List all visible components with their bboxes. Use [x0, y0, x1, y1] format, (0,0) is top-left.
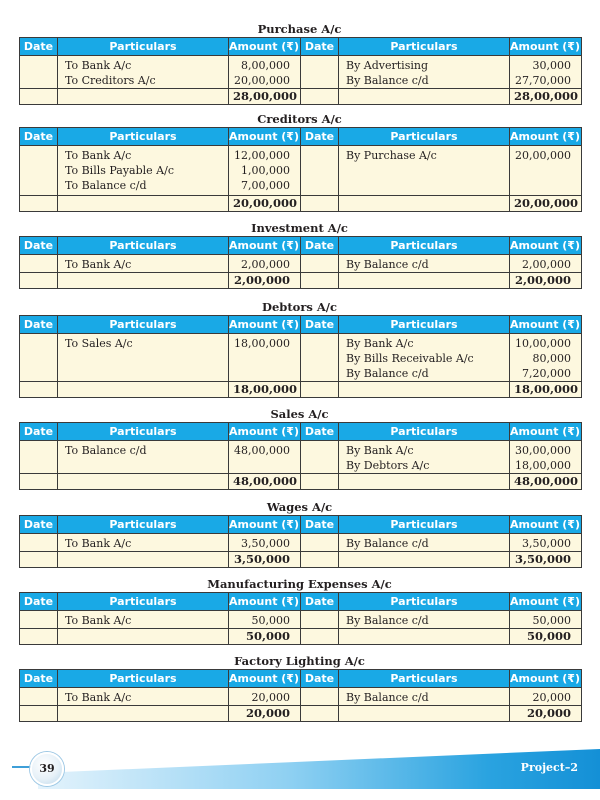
footer-band	[38, 749, 600, 789]
credit-entry: By Balance c/d	[346, 537, 429, 550]
account-title: Purchase A/c	[257, 22, 342, 36]
debit-date-cell	[20, 146, 58, 196]
entries-row	[20, 441, 582, 474]
page-footer	[0, 744, 600, 794]
empty-cell	[301, 474, 339, 490]
empty-cell	[58, 474, 229, 490]
credit-particulars-cell	[339, 688, 510, 706]
empty-cell	[58, 273, 229, 289]
debit-particulars-cell	[58, 611, 229, 629]
empty-cell	[58, 706, 229, 722]
empty-cell	[339, 196, 510, 212]
credit-entry: By Bank A/c	[346, 337, 414, 350]
credit-date-cell	[301, 441, 339, 474]
debit-entry: To Bank A/c	[65, 149, 132, 162]
account-title: Manufacturing Expenses A/c	[207, 577, 392, 591]
empty-cell	[58, 629, 229, 645]
credit-total: 48,00,000	[510, 474, 582, 490]
credit-entry: By Balance c/d	[346, 691, 429, 704]
account-title: Creditors A/c	[257, 112, 342, 126]
debit-amount: 3,50,000	[241, 537, 290, 550]
credit-total: 28,00,000	[510, 89, 582, 105]
ledger-account	[19, 221, 580, 289]
debit-particulars-cell	[58, 255, 229, 273]
account-title: Debtors A/c	[262, 300, 337, 314]
column-header: Particulars	[339, 237, 510, 255]
header-row	[20, 316, 582, 334]
empty-cell	[20, 89, 58, 105]
header-row	[20, 516, 582, 534]
column-header: Amount (₹)	[229, 593, 301, 611]
column-header: Amount (₹)	[229, 516, 301, 534]
debit-amount-cell	[229, 534, 301, 552]
ledger-account	[19, 407, 580, 490]
entries-row	[20, 334, 582, 382]
debit-entry: To Bank A/c	[65, 59, 132, 72]
totals-row	[20, 629, 582, 645]
debit-amount-cell	[229, 255, 301, 273]
empty-cell	[301, 273, 339, 289]
empty-cell	[339, 552, 510, 568]
debit-amount-cell	[229, 441, 301, 474]
column-header: Amount (₹)	[510, 670, 582, 688]
header-row	[20, 237, 582, 255]
debit-entry: To Bank A/c	[65, 258, 132, 271]
empty-cell	[301, 89, 339, 105]
totals-row	[20, 273, 582, 289]
ledger-table	[19, 37, 582, 105]
credit-amount: 7,20,000	[522, 367, 571, 380]
credit-entry: By Debtors A/c	[346, 459, 430, 472]
empty-cell	[58, 196, 229, 212]
column-header: Date	[301, 593, 339, 611]
empty-cell	[339, 629, 510, 645]
credit-amount-cell	[510, 56, 582, 89]
debit-amount-cell	[229, 688, 301, 706]
ledger-account	[19, 500, 580, 568]
credit-amount-cell	[510, 534, 582, 552]
column-header: Particulars	[58, 516, 229, 534]
credit-total: 20,000	[510, 706, 582, 722]
debit-amount-cell	[229, 611, 301, 629]
column-header: Amount (₹)	[229, 38, 301, 56]
entries-row	[20, 56, 582, 89]
debit-amount: 7,00,000	[241, 179, 290, 192]
debit-amount: 20,000	[251, 691, 290, 704]
debit-entry: To Balance c/d	[65, 179, 147, 192]
credit-total: 50,000	[510, 629, 582, 645]
credit-date-cell	[301, 56, 339, 89]
column-header: Amount (₹)	[229, 423, 301, 441]
ledger-table	[19, 515, 582, 568]
column-header: Particulars	[58, 237, 229, 255]
debit-total: 28,00,000	[229, 89, 301, 105]
debit-entry: To Creditors A/c	[65, 74, 156, 87]
entries-row	[20, 146, 582, 196]
empty-cell	[339, 273, 510, 289]
column-header: Date	[20, 516, 58, 534]
debit-particulars-cell	[58, 688, 229, 706]
debit-amount: 2,00,000	[241, 258, 290, 271]
credit-total: 2,00,000	[510, 273, 582, 289]
credit-total: 3,50,000	[510, 552, 582, 568]
column-header: Particulars	[339, 38, 510, 56]
debit-date-cell	[20, 534, 58, 552]
column-header: Amount (₹)	[510, 316, 582, 334]
totals-row	[20, 474, 582, 490]
column-header: Particulars	[339, 128, 510, 146]
credit-entry: By Advertising	[346, 59, 428, 72]
credit-amount: 10,00,000	[515, 337, 571, 350]
debit-particulars-cell	[58, 534, 229, 552]
debit-amount: 1,00,000	[241, 164, 290, 177]
empty-cell	[301, 196, 339, 212]
debit-amount-cell	[229, 334, 301, 382]
account-title: Sales A/c	[270, 407, 329, 421]
credit-date-cell	[301, 334, 339, 382]
empty-cell	[339, 89, 510, 105]
credit-amount: 2,00,000	[522, 258, 571, 271]
totals-row	[20, 552, 582, 568]
credit-amount: 27,70,000	[515, 74, 571, 87]
empty-cell	[20, 706, 58, 722]
ledger-table	[19, 669, 582, 722]
debit-total: 50,000	[229, 629, 301, 645]
ledger-table	[19, 592, 582, 645]
debit-total: 18,00,000	[229, 382, 301, 398]
credit-particulars-cell	[339, 146, 510, 196]
credit-date-cell	[301, 255, 339, 273]
empty-cell	[301, 706, 339, 722]
debit-total: 20,000	[229, 706, 301, 722]
credit-amount: 18,00,000	[515, 459, 571, 472]
column-header: Particulars	[339, 316, 510, 334]
column-header: Date	[301, 316, 339, 334]
credit-amount-cell	[510, 611, 582, 629]
column-header: Date	[301, 128, 339, 146]
debit-total: 2,00,000	[229, 273, 301, 289]
empty-cell	[20, 629, 58, 645]
header-row	[20, 128, 582, 146]
debit-amount: 20,00,000	[234, 74, 290, 87]
credit-entry: By Balance c/d	[346, 367, 429, 380]
debit-amount: 12,00,000	[234, 149, 290, 162]
column-header: Date	[20, 128, 58, 146]
column-header: Particulars	[339, 516, 510, 534]
debit-total: 48,00,000	[229, 474, 301, 490]
column-header: Particulars	[339, 423, 510, 441]
entries-row	[20, 611, 582, 629]
credit-total: 20,00,000	[510, 196, 582, 212]
credit-entry: By Balance c/d	[346, 74, 429, 87]
empty-cell	[20, 382, 58, 398]
column-header: Amount (₹)	[229, 670, 301, 688]
credit-date-cell	[301, 611, 339, 629]
credit-date-cell	[301, 146, 339, 196]
credit-particulars-cell	[339, 611, 510, 629]
totals-row	[20, 196, 582, 212]
column-header: Date	[301, 237, 339, 255]
column-header: Date	[20, 423, 58, 441]
debit-date-cell	[20, 255, 58, 273]
credit-amount: 30,00,000	[515, 444, 571, 457]
column-header: Amount (₹)	[229, 316, 301, 334]
column-header: Amount (₹)	[510, 593, 582, 611]
debit-amount: 48,00,000	[234, 444, 290, 457]
column-header: Amount (₹)	[229, 128, 301, 146]
column-header: Amount (₹)	[510, 128, 582, 146]
header-row	[20, 593, 582, 611]
totals-row	[20, 382, 582, 398]
empty-cell	[58, 552, 229, 568]
credit-particulars-cell	[339, 56, 510, 89]
credit-entry: By Bills Receivable A/c	[346, 352, 474, 365]
credit-particulars-cell	[339, 255, 510, 273]
debit-amount: 18,00,000	[234, 337, 290, 350]
credit-amount: 80,000	[532, 352, 571, 365]
credit-amount-cell	[510, 146, 582, 196]
column-header: Particulars	[58, 423, 229, 441]
column-header: Date	[301, 423, 339, 441]
credit-amount: 30,000	[532, 59, 571, 72]
debit-entry: To Bank A/c	[65, 614, 132, 627]
debit-entry: To Balance c/d	[65, 444, 147, 457]
empty-cell	[20, 474, 58, 490]
column-header: Date	[301, 670, 339, 688]
debit-date-cell	[20, 611, 58, 629]
column-header: Amount (₹)	[510, 38, 582, 56]
ledger-table	[19, 315, 582, 398]
header-row	[20, 670, 582, 688]
empty-cell	[301, 552, 339, 568]
column-header: Date	[20, 670, 58, 688]
debit-particulars-cell	[58, 146, 229, 196]
debit-date-cell	[20, 56, 58, 89]
debit-date-cell	[20, 334, 58, 382]
credit-particulars-cell	[339, 534, 510, 552]
column-header: Date	[20, 593, 58, 611]
empty-cell	[339, 474, 510, 490]
credit-particulars-cell	[339, 334, 510, 382]
credit-entry: By Balance c/d	[346, 614, 429, 627]
debit-particulars-cell	[58, 334, 229, 382]
credit-total: 18,00,000	[510, 382, 582, 398]
empty-cell	[301, 629, 339, 645]
entries-row	[20, 255, 582, 273]
debit-amount: 50,000	[251, 614, 290, 627]
credit-entry: By Balance c/d	[346, 258, 429, 271]
empty-cell	[20, 552, 58, 568]
debit-amount: 8,00,000	[241, 59, 290, 72]
empty-cell	[339, 706, 510, 722]
empty-cell	[58, 382, 229, 398]
debit-entry: To Bank A/c	[65, 691, 132, 704]
project-label: Project–2	[520, 761, 578, 774]
empty-cell	[339, 382, 510, 398]
ledger-account	[19, 577, 580, 645]
column-header: Date	[301, 516, 339, 534]
account-title: Wages A/c	[266, 500, 333, 514]
totals-row	[20, 706, 582, 722]
empty-cell	[58, 89, 229, 105]
entries-row	[20, 688, 582, 706]
debit-date-cell	[20, 441, 58, 474]
credit-amount-cell	[510, 255, 582, 273]
credit-date-cell	[301, 688, 339, 706]
page-number: 39	[30, 752, 64, 786]
credit-amount-cell	[510, 688, 582, 706]
account-title: Investment A/c	[251, 221, 348, 235]
debit-total: 20,00,000	[229, 196, 301, 212]
credit-amount: 50,000	[532, 614, 571, 627]
debit-particulars-cell	[58, 56, 229, 89]
credit-amount-cell	[510, 441, 582, 474]
ledger-account	[19, 654, 580, 722]
column-header: Amount (₹)	[510, 423, 582, 441]
ledger-account	[19, 300, 580, 398]
debit-entry: To Bills Payable A/c	[65, 164, 174, 177]
column-header: Particulars	[339, 670, 510, 688]
column-header: Amount (₹)	[510, 237, 582, 255]
credit-particulars-cell	[339, 441, 510, 474]
column-header: Particulars	[58, 670, 229, 688]
debit-date-cell	[20, 688, 58, 706]
debit-entry: To Bank A/c	[65, 537, 132, 550]
ledger-table	[19, 236, 582, 289]
header-row	[20, 38, 582, 56]
header-row	[20, 423, 582, 441]
ledger-account	[19, 22, 580, 105]
column-header: Date	[20, 237, 58, 255]
empty-cell	[20, 196, 58, 212]
debit-particulars-cell	[58, 441, 229, 474]
empty-cell	[20, 273, 58, 289]
column-header: Particulars	[58, 38, 229, 56]
credit-amount: 3,50,000	[522, 537, 571, 550]
column-header: Particulars	[58, 593, 229, 611]
account-title: Factory Lighting A/c	[234, 654, 365, 668]
column-header: Particulars	[58, 316, 229, 334]
debit-total: 3,50,000	[229, 552, 301, 568]
credit-amount: 20,00,000	[515, 149, 571, 162]
debit-amount-cell	[229, 56, 301, 89]
credit-entry: By Bank A/c	[346, 444, 414, 457]
column-header: Particulars	[58, 128, 229, 146]
ledger-table	[19, 127, 582, 212]
debit-amount-cell	[229, 146, 301, 196]
credit-amount: 20,000	[532, 691, 571, 704]
empty-cell	[301, 382, 339, 398]
column-header: Date	[20, 316, 58, 334]
column-header: Amount (₹)	[229, 237, 301, 255]
ledger-account	[19, 112, 580, 212]
column-header: Date	[301, 38, 339, 56]
ledger-table	[19, 422, 582, 490]
credit-amount-cell	[510, 334, 582, 382]
entries-row	[20, 534, 582, 552]
column-header: Amount (₹)	[510, 516, 582, 534]
credit-entry: By Purchase A/c	[346, 149, 437, 162]
totals-row	[20, 89, 582, 105]
column-header: Particulars	[339, 593, 510, 611]
column-header: Date	[20, 38, 58, 56]
debit-entry: To Sales A/c	[65, 337, 133, 350]
credit-date-cell	[301, 534, 339, 552]
